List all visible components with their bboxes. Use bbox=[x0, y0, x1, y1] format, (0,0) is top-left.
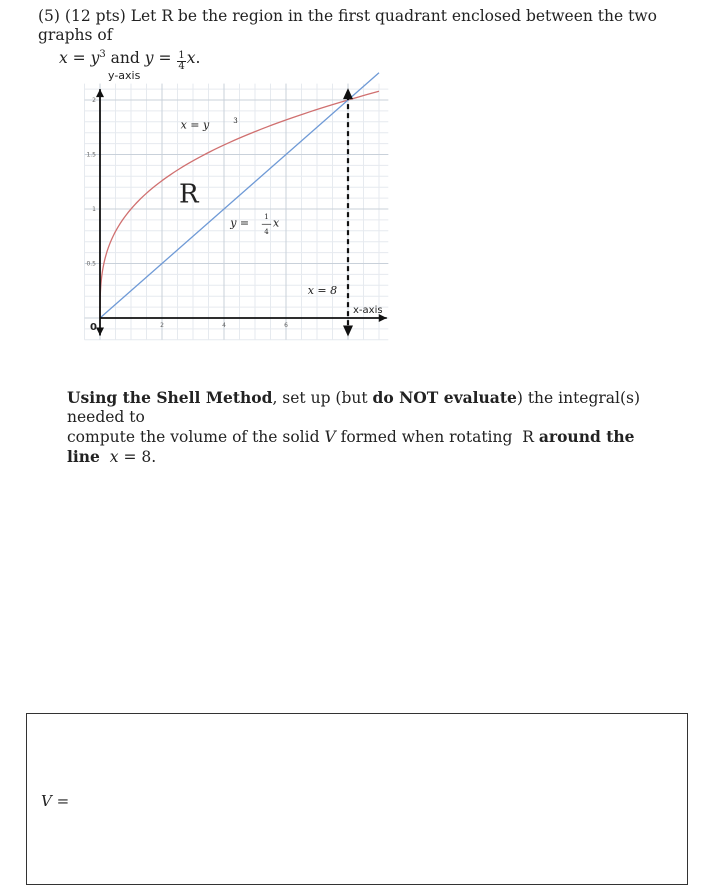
y-tick-label: 0.5 bbox=[86, 260, 96, 268]
answer-equals: = bbox=[51, 792, 70, 810]
eq2-lhs: y bbox=[144, 49, 154, 68]
problem-line-1 bbox=[38, 7, 688, 45]
answer-box[interactable] bbox=[26, 713, 688, 885]
problem-lead-text: Let R be the region in the first quadrant enclosed between the two graphs of bbox=[38, 7, 657, 44]
region-graph bbox=[78, 60, 398, 360]
curve2-label: y = bbox=[230, 216, 250, 230]
origin-label: 0 bbox=[90, 322, 97, 333]
tick-labels bbox=[86, 97, 288, 329]
problem-number: (5) bbox=[38, 7, 60, 25]
instructions bbox=[67, 388, 687, 467]
instr-text-1: , set up (but bbox=[272, 389, 373, 407]
instr-text-3: compute the volume of the solid bbox=[67, 428, 325, 446]
y-axis-label: y-axis bbox=[108, 69, 141, 82]
eq1-equals: = bbox=[67, 49, 91, 68]
eq2-equals: = bbox=[153, 49, 177, 68]
y-tick-label: 2 bbox=[92, 97, 96, 104]
answer-label bbox=[41, 792, 69, 810]
curve1-exponent: 3 bbox=[233, 116, 238, 125]
curve1-label: x = y bbox=[180, 118, 210, 132]
curve2-denominator: 4 bbox=[264, 228, 269, 237]
x-tick-label: 2 bbox=[160, 322, 164, 329]
eq2-var: x bbox=[186, 49, 196, 68]
instr-equals-8: = 8. bbox=[118, 448, 157, 466]
x-tick-label: 6 bbox=[284, 322, 288, 329]
instr-around-line: around the line bbox=[67, 427, 635, 466]
y-axis-arrow-up bbox=[96, 89, 104, 97]
instr-shell-method: Using the Shell Method bbox=[67, 388, 273, 407]
eq2-period: . bbox=[195, 49, 201, 68]
instr-do-not-evaluate: do NOT evaluate bbox=[372, 388, 517, 407]
instr-text-4: formed when rotating R bbox=[335, 428, 539, 446]
eq2-denominator: 4 bbox=[178, 61, 185, 73]
line-x8-label: x = 8 bbox=[307, 284, 338, 298]
y-tick-label: 1.5 bbox=[86, 151, 96, 159]
curve2-numerator: 1 bbox=[264, 212, 269, 221]
eq1-lhs: x bbox=[59, 49, 68, 68]
y-axis-arrow-down bbox=[96, 327, 104, 335]
x-tick-label: 4 bbox=[222, 322, 226, 329]
eq1-exponent: 3 bbox=[99, 49, 106, 60]
y-tick-label: 1 bbox=[92, 206, 96, 213]
axes bbox=[96, 89, 387, 335]
instr-text-2: ) the integral(s) needed to bbox=[67, 389, 641, 426]
curve2-var: x bbox=[272, 216, 280, 230]
instr-solid-v: V bbox=[324, 428, 336, 446]
eq2-numerator: 1 bbox=[178, 50, 185, 62]
and-word: and bbox=[110, 49, 145, 68]
eq1-rhs: y bbox=[90, 49, 100, 68]
dashed-arrow-up bbox=[343, 88, 353, 99]
x-axis-label: x-axis bbox=[353, 305, 383, 316]
region-label-r: R bbox=[179, 179, 199, 210]
dashed-arrow-down bbox=[343, 325, 353, 336]
problem-points: (12 pts) bbox=[64, 7, 126, 25]
instr-x-var: x bbox=[109, 448, 119, 466]
answer-var: V bbox=[41, 792, 52, 810]
